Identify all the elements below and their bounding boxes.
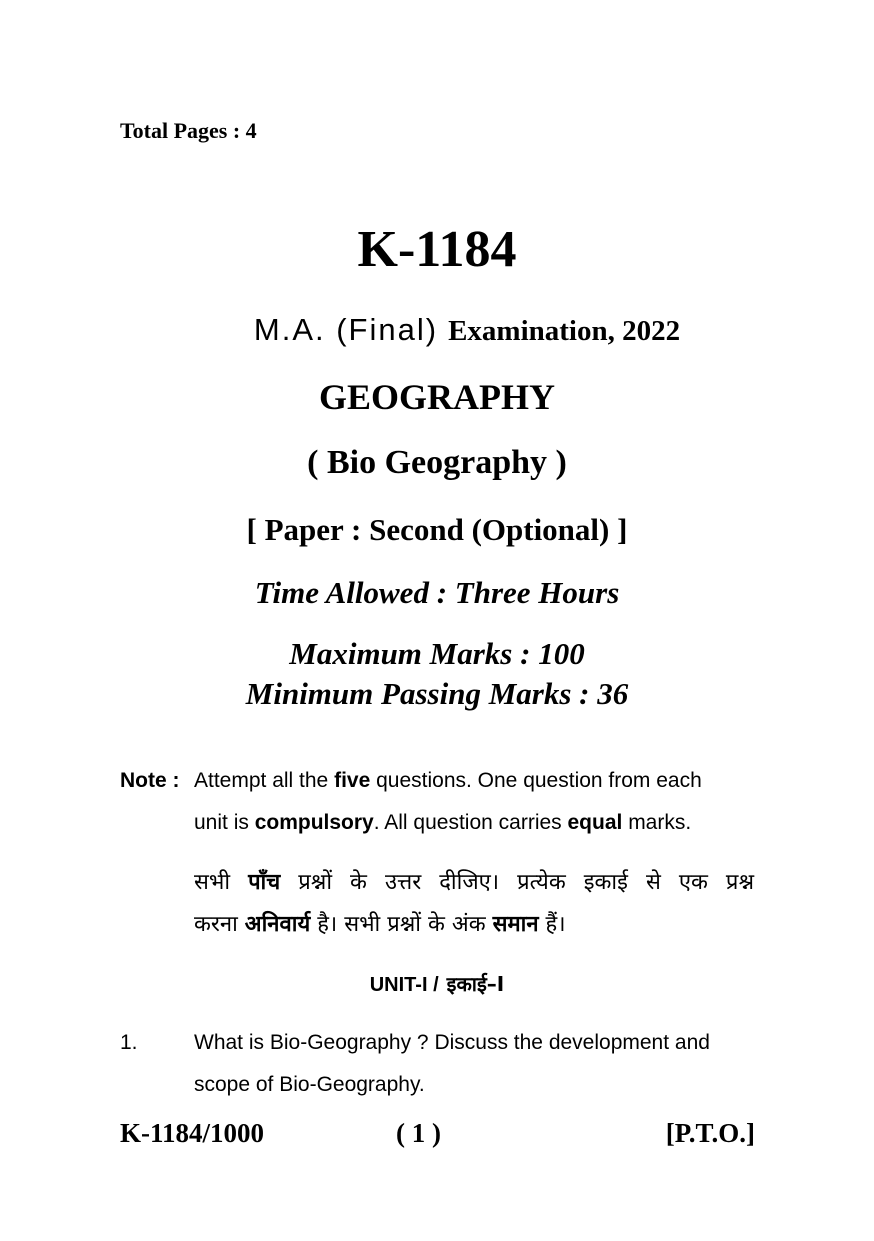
time-allowed: Time Allowed : Three Hours (254, 575, 620, 610)
paper-name: [ Paper : Second (Optional) ] (246, 512, 628, 547)
footer-page-number: ( 1 ) (396, 1118, 441, 1148)
question-text-line-2: scope of Bio-Geography. (194, 1073, 425, 1096)
note-text: प्रश्नों के उत्तर दीजिए। प्रत्येक इकाई से एक प्रश्न (280, 870, 754, 895)
note-text: है। सभी प्रश्नों के अंक (310, 912, 493, 937)
note-english-line-2 (194, 811, 691, 835)
question-text-line-1: What is Bio-Geography ? Discuss the development and (194, 1031, 710, 1054)
sub-subject-title: ( Bio Geography ) (307, 444, 567, 481)
note-label: Note : (120, 769, 180, 792)
note-emphasis: समान (492, 912, 539, 937)
note-emphasis: five (334, 769, 371, 792)
note-emphasis: compulsory (254, 811, 374, 834)
note-emphasis: equal (567, 811, 623, 834)
note-emphasis: अनिवार्य (244, 912, 311, 937)
note-text: हैं। (538, 912, 566, 937)
maximum-marks: Maximum Marks : 100 (289, 636, 585, 671)
unit-heading (0, 970, 874, 997)
note-text: सभी (194, 870, 249, 895)
note-emphasis: पाँच (248, 870, 281, 895)
note-text: marks. (622, 811, 692, 834)
exam-line (0, 312, 874, 348)
note-hindi-line-2 (194, 908, 566, 938)
minimum-passing-marks: Minimum Passing Marks : 36 (245, 676, 629, 711)
note-text: Attempt all the (194, 769, 335, 792)
unit-label-english: UNIT-I / (369, 974, 439, 996)
note-text: करना (194, 912, 245, 937)
subject-title: GEOGRAPHY (318, 377, 555, 417)
note-text: . All question carries (373, 811, 568, 834)
unit-label-hindi: इकाई–I (446, 972, 505, 996)
question-number: 1. (120, 1031, 138, 1054)
total-pages: Total Pages : 4 (120, 118, 257, 143)
note-english-line-1 (194, 769, 702, 793)
footer-pto: [P.T.O.] (665, 1118, 755, 1148)
note-text: unit is (194, 811, 255, 834)
paper-code: K-1184 (357, 221, 517, 278)
course-name: M.A. (Final) (253, 312, 439, 347)
exam-year: Examination, 2022 (448, 315, 681, 347)
note-hindi-line-1 (194, 866, 754, 896)
note-text: questions. One question from each (370, 769, 702, 792)
footer-paper-code: K-1184/1000 (120, 1118, 265, 1148)
